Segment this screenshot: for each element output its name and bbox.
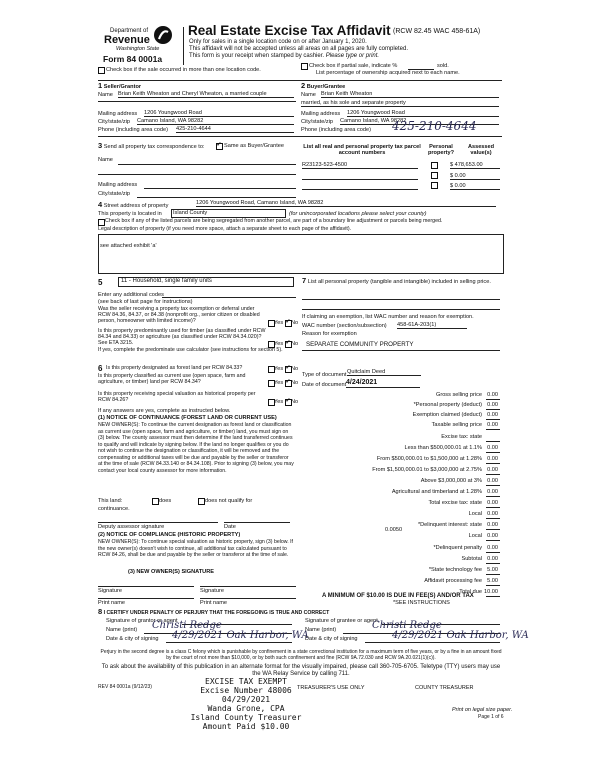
new-owner-signature-label: Signature	[98, 588, 122, 594]
unincorp-note: (for unincorporated locations please select your county)	[289, 211, 427, 217]
page-number: Page 1 of 6	[478, 714, 504, 720]
personal-property-checkbox[interactable]	[431, 172, 438, 179]
s3-name-label: Name	[98, 157, 113, 163]
calc-label: From $1,500,000.01 to $3,000,000 at 2.75%	[372, 467, 482, 473]
section-6-number: 6	[98, 364, 103, 373]
s3-city-label: City/state/zip	[98, 191, 131, 197]
new-owner-print-label: Print name	[200, 600, 228, 606]
document-type[interactable]: Quitclaim Deed	[347, 369, 421, 376]
document-date[interactable]: 4/24/2021	[346, 379, 420, 388]
s6-q3: Is this property receiving special valuation as historical property per RCW 84.26?	[98, 391, 256, 403]
calc-value[interactable]: 0.00	[487, 545, 498, 551]
calc-label: *Personal property (deduct)	[413, 402, 482, 408]
grantor-sig-label: Signature of grantor or agent	[106, 618, 178, 624]
calc-label: Local	[468, 511, 482, 517]
calc-label: Subtotal	[461, 556, 482, 562]
calc-value[interactable]: 0.00	[487, 412, 498, 418]
dept-logo-text: Revenue	[104, 34, 150, 46]
calc-label: Total due	[459, 589, 482, 595]
deputy-signature-label: Deputy assessor signature	[98, 524, 165, 530]
grantee-print-name[interactable]: Christi Redge	[372, 620, 442, 631]
no-label: No	[291, 399, 299, 405]
perjury-notice: Perjury in the second degree is a class C felony which is punishable by confinement in a state correctional institution for a maximum term of five years, or by a fine in an amount fixed by the court of not more than $10,000, or by both such confinement and fine (RCW 9A.72.030 and RCW 9A.20.021(1)(c)).	[100, 649, 502, 661]
calc-value[interactable]: 0.00	[487, 478, 498, 484]
calc-value[interactable]: 0.00	[487, 467, 498, 473]
no-label: No	[291, 366, 299, 372]
calc-label: Excise tax: state	[441, 434, 482, 440]
grantor-city-label: City/state/zip	[98, 119, 131, 125]
legal-description-field[interactable]	[98, 234, 504, 274]
statute: (RCW 82.45 WAC 458-61A)	[393, 28, 481, 35]
notice-2-body: NEW OWNER(S): To continue special valuation as historic property, sign (3) below. If the new owner(s) doesn't wish to continue, all additional tax calculated pursuant to RCW 84.26, shall be due and payable by the seller or transferor at the time of sale.	[98, 539, 293, 558]
located-in-label: This property is located in	[98, 211, 162, 217]
continuance-label: continuance.	[98, 506, 130, 512]
calc-value[interactable]: 5.00	[487, 578, 498, 584]
parcel-number[interactable]: R23123-523-4500	[302, 162, 418, 169]
s5-q1: Was the seller receiving a property tax exemption or deferral under RCW 84.36, 84.37, or 84.38 (nonprofit org., senior citizen or disabled person, homeowner with limited income)?	[98, 306, 260, 324]
section-3-title: 3 Send all property tax correspondence to:	[98, 141, 205, 150]
segregated-checkbox[interactable]	[98, 219, 105, 226]
grantor-phone[interactable]: 425-210-4644	[176, 126, 294, 133]
exemption-reason[interactable]: SEPARATE COMMUNITY PROPERTY	[306, 341, 414, 348]
calc-value[interactable]: 10.00	[484, 589, 498, 595]
form-rev: REV 84 0001a (9/12/23)	[98, 684, 152, 690]
county-select[interactable]: Island County	[171, 209, 286, 218]
s5-q3: If yes, complete the predominate use calculator (see instructions for section 5).	[98, 347, 283, 353]
yes-label: Yes	[274, 366, 284, 372]
assessed-value[interactable]: $ 478,653.00	[450, 162, 500, 169]
calc-label: From $500,000.01 to $1,500,000 at 1.28%	[376, 456, 482, 462]
calc-value[interactable]: 0.00	[487, 500, 498, 506]
notice-1-body: NEW OWNER(S): To continue the current designation as forest land or classification as current use (open space, farm and agriculture, or timber) land, you must sign on (3) below. The county assessor must then determine if the land transferred continues to qualify and will indicate by signing below. If the land no longer qualifies or you do not wish to continue the designation or classification, it will be removed and the compensating or additional taxes will be due and payable by the seller or transferor at the time of sale (RCW 84.33.140 or 84.34.108). Prior to signing (3) below, you may contact your local county assessor for more information.	[98, 422, 294, 474]
calc-label: Agricultural and timberland at 1.28%	[391, 489, 482, 495]
dept-line: Department of	[110, 28, 149, 34]
personal-property-checkbox[interactable]	[431, 182, 438, 189]
sold-label: sold.	[437, 63, 449, 69]
personal-col-header: Personal property?	[427, 144, 455, 157]
assessed-col-header: Assessed value(s)	[467, 144, 495, 157]
minimum-due: A MINIMUM OF $10.00 IS DUE IN FEE(S) AND/OR TAX	[322, 593, 474, 599]
property-street[interactable]: 1206 Youngwood Road, Camano Island, WA 98282	[196, 200, 496, 207]
county-treasurer: COUNTY TREASURER	[415, 685, 474, 691]
calc-value[interactable]: 0.00	[487, 522, 498, 528]
grantee-city[interactable]: Camano Island, WA 98282	[340, 118, 499, 125]
form-title: Real Estate Excise Tax Affidavit	[188, 23, 391, 38]
s3-mail-label: Mailing address	[98, 182, 138, 188]
grantor-print-label: Name (print)	[106, 627, 138, 633]
calc-label: Affidavit processing fee	[424, 578, 482, 584]
grantor-mail[interactable]: 1206 Youngwood Road	[144, 110, 294, 117]
same-as-buyer-checkbox[interactable]	[216, 143, 223, 150]
availability-notice: To ask about the availability of this publication in an alternate format for the visually impaired, please call 360-705-6705. Teletype (TTY) users may use the WA Relay Service by calling 711.	[101, 664, 501, 678]
wac-number[interactable]: 458-61A-203(1)	[397, 322, 467, 329]
partial-sale-checkbox[interactable]	[301, 63, 308, 70]
stamp-line: Wanda Grone, CPA	[207, 704, 285, 713]
stamp-line: Island County Treasurer	[190, 713, 302, 722]
header-line1: Only for sales in a single location code on or after January 1, 2020.	[189, 39, 367, 45]
calc-label: Exemption claimed (deduct)	[412, 412, 482, 418]
calc-label: Total excise tax: state	[428, 500, 482, 506]
section-5-number: 5	[98, 278, 103, 287]
treasurer-use: TREASURER'S USE ONLY	[297, 685, 365, 691]
calc-label: Gross selling price	[435, 392, 482, 398]
deputy-date-label: Date	[224, 524, 236, 530]
calc-value[interactable]: 0.00	[487, 511, 498, 517]
grantee-date-city[interactable]: 4/29/2021 Oak Harbor, WA	[392, 630, 529, 641]
grantee-city-label: City/state/zip	[301, 119, 334, 125]
calc-value[interactable]: 0.00	[487, 556, 498, 562]
list-percentage: List percentage of ownership acquired next to each name.	[316, 70, 460, 76]
grantee-name-2[interactable]: married, as his sole and separate property	[301, 100, 499, 107]
calc-label: *Delinquent interest: state	[417, 522, 482, 528]
calc-value[interactable]: 0.00	[487, 402, 498, 408]
calc-value[interactable]: 0.00	[487, 489, 498, 495]
yes-label: Yes	[274, 399, 284, 405]
section-7: 7 List all personal property (tangible and intangible) included in selling price.	[302, 276, 491, 285]
grantor-date-label: Date & city of signing	[106, 636, 159, 642]
calc-label: *Delinquent penalty	[433, 545, 482, 551]
header-line2: This affidavit will not be accepted unless all areas on all pages are fully completed.	[189, 46, 409, 52]
s6-q1: Is this property designated as forest land per RCW 84.33?	[106, 365, 243, 371]
doc-type-label: Type of document	[302, 372, 347, 378]
stamp-line: EXCISE TAX EXEMPT	[205, 677, 287, 686]
new-owner-print-label: Print name	[98, 600, 126, 606]
if-yes-note: If any answers are yes, complete as instructed below.	[98, 408, 231, 414]
assessed-value[interactable]: $ 0.00	[450, 173, 500, 180]
section-4-title: 4 Street address of property	[98, 200, 169, 209]
form-number: Form 84 0001a	[103, 54, 163, 64]
does-label: does	[159, 498, 172, 504]
partial-sale-label: Check box if partial sale, indicate %	[309, 63, 398, 69]
calc-value[interactable]: 0.00	[487, 392, 498, 398]
exemption-claim-label: If claiming an exemption, list WAC number and reason for exemption.	[302, 314, 474, 320]
section-2-title: 2 Buyer/Grantee	[301, 81, 346, 90]
dept-state: Washington State	[116, 46, 160, 52]
grantee-print-label: Name (print)	[305, 627, 337, 633]
section-1-title: 1 Seller/Grantor	[98, 81, 142, 90]
yes-label: Yes	[274, 320, 284, 326]
grantee-date-label: Date & city of signing	[305, 636, 358, 642]
s6-q2: Is this property classified as current use (open space, farm and agriculture, or timber) land per RCW 84.34?	[98, 373, 246, 385]
calc-value[interactable]: 0.00	[487, 445, 498, 451]
stamp-line: 04/29/2021	[221, 695, 271, 704]
grantor-name[interactable]: Brian Keith Wheaton and Cheryl Wheaton, a married couple	[118, 91, 294, 98]
multi-location-checkbox[interactable]	[98, 67, 105, 74]
multi-location-label: Check box if the sale occurred in more than one location code.	[106, 67, 261, 73]
revenue-logo-icon	[153, 25, 173, 45]
yes-label: Yes	[274, 380, 284, 386]
does-not-label: does not qualify for	[205, 498, 253, 504]
use-code-select[interactable]: 11 - Household, single family units	[118, 277, 294, 287]
doc-date-label: Date of document	[302, 382, 347, 388]
see-back: (see back of last page for instructions)	[98, 299, 193, 305]
calc-value[interactable]: 0.00	[487, 456, 498, 462]
stamp-line: Amount Paid $10.00	[202, 722, 290, 731]
this-land-label: This land:	[98, 498, 123, 504]
see-instructions: *SEE INSTRUCTIONS	[393, 600, 450, 606]
grantor-mail-label: Mailing address	[98, 111, 138, 117]
does-checkbox[interactable]	[152, 498, 159, 505]
notice-1-heading: (1) NOTICE OF CONTINUANCE (FOREST LAND OR CURRENT USE)	[98, 415, 277, 421]
legal-paper: Print on legal size paper.	[452, 707, 513, 713]
grantor-phone-label: Phone (including area code)	[98, 127, 168, 133]
calc-label: Taxable selling price	[431, 422, 482, 428]
reason-label: Reason for exemption	[302, 331, 357, 337]
grantee-name[interactable]: Brian Keith Wheaton	[321, 91, 499, 98]
notice-3-heading: (3) NEW OWNER(S) SIGNATURE	[128, 569, 214, 575]
no-label: No	[291, 341, 299, 347]
additional-codes-label: Enter any additional codes	[98, 292, 164, 298]
grantee-name-label: Name	[301, 92, 316, 98]
grantee-phone[interactable]: 425-210-4644	[392, 119, 477, 133]
new-owner-signature-label: Signature	[200, 588, 224, 594]
local-rate[interactable]: 0.0050	[385, 527, 403, 533]
header-line3: This form is your receipt when stamped by cashier. Please type or print.	[189, 53, 380, 59]
grantor-name-label: Name	[98, 92, 113, 98]
notice-2-heading: (2) NOTICE OF COMPLIANCE (HISTORIC PROPERTY)	[98, 532, 241, 538]
header	[0, 0, 600, 76]
yes-label: Yes	[274, 341, 284, 347]
calc-value[interactable]: 0.00	[487, 422, 498, 428]
calc-label: Above $3,000,000 at 3%	[420, 478, 482, 484]
segregated-label: Check box if any of the listed parcels are being segregated from another parcel, are part of a boundary line adjustment or parcels being merged.	[105, 218, 443, 224]
calc-label: Less than $500,000.01 at 1.1%	[404, 445, 482, 451]
legal-description-value: see attached exhibit 'a'	[100, 243, 157, 249]
calc-value[interactable]: 5.00	[487, 567, 498, 573]
wac-label: WAC number (section/subsection)	[302, 323, 387, 329]
personal-property-checkbox[interactable]	[431, 162, 438, 169]
grantee-phone-label: Phone (including area code)	[301, 127, 371, 133]
same-as-buyer-label: Same as Buyer/Grantee	[224, 143, 285, 149]
legal-desc-label: Legal description of property (if you need more space, attach a separate sheet to each page of the affidavit).	[98, 226, 352, 232]
calc-label: *State technology fee	[428, 567, 482, 573]
section-8-certify: 8 I CERTIFY UNDER PENALTY OF PERJURY THAT THE FOREGOING IS TRUE AND CORRECT	[98, 607, 330, 616]
grantee-mail-label: Mailing address	[301, 111, 341, 117]
calc-value[interactable]: 0.00	[487, 533, 498, 539]
stamp-line: Excise Number 48006	[200, 686, 292, 695]
does-not-checkbox[interactable]	[198, 498, 205, 505]
grantee-sig-label: Signature of grantee or agent	[305, 618, 378, 624]
grantor-print-name[interactable]: Christi Redge	[152, 620, 222, 631]
grantor-date-city[interactable]: 4/29/2021 Oak Harbor, WA	[172, 630, 309, 641]
no-label: No	[291, 380, 299, 386]
grantee-mail[interactable]: 1206 Youngwood Road	[347, 110, 499, 117]
assessed-value[interactable]: $ 0.00	[450, 183, 500, 190]
parcel-col-header: List all real and personal property tax parcel account numbers	[303, 144, 421, 157]
no-label: No	[291, 320, 299, 326]
calc-label: Local	[468, 533, 482, 539]
s5-q2: Is this property predominantly used for timber (as classified under RCW 84.34 and 84.33) or agriculture (as classified under RCW 84.34.020)? See ETA 3215.	[98, 328, 266, 346]
grantor-city[interactable]: Camano Island, WA 98282	[137, 118, 294, 125]
